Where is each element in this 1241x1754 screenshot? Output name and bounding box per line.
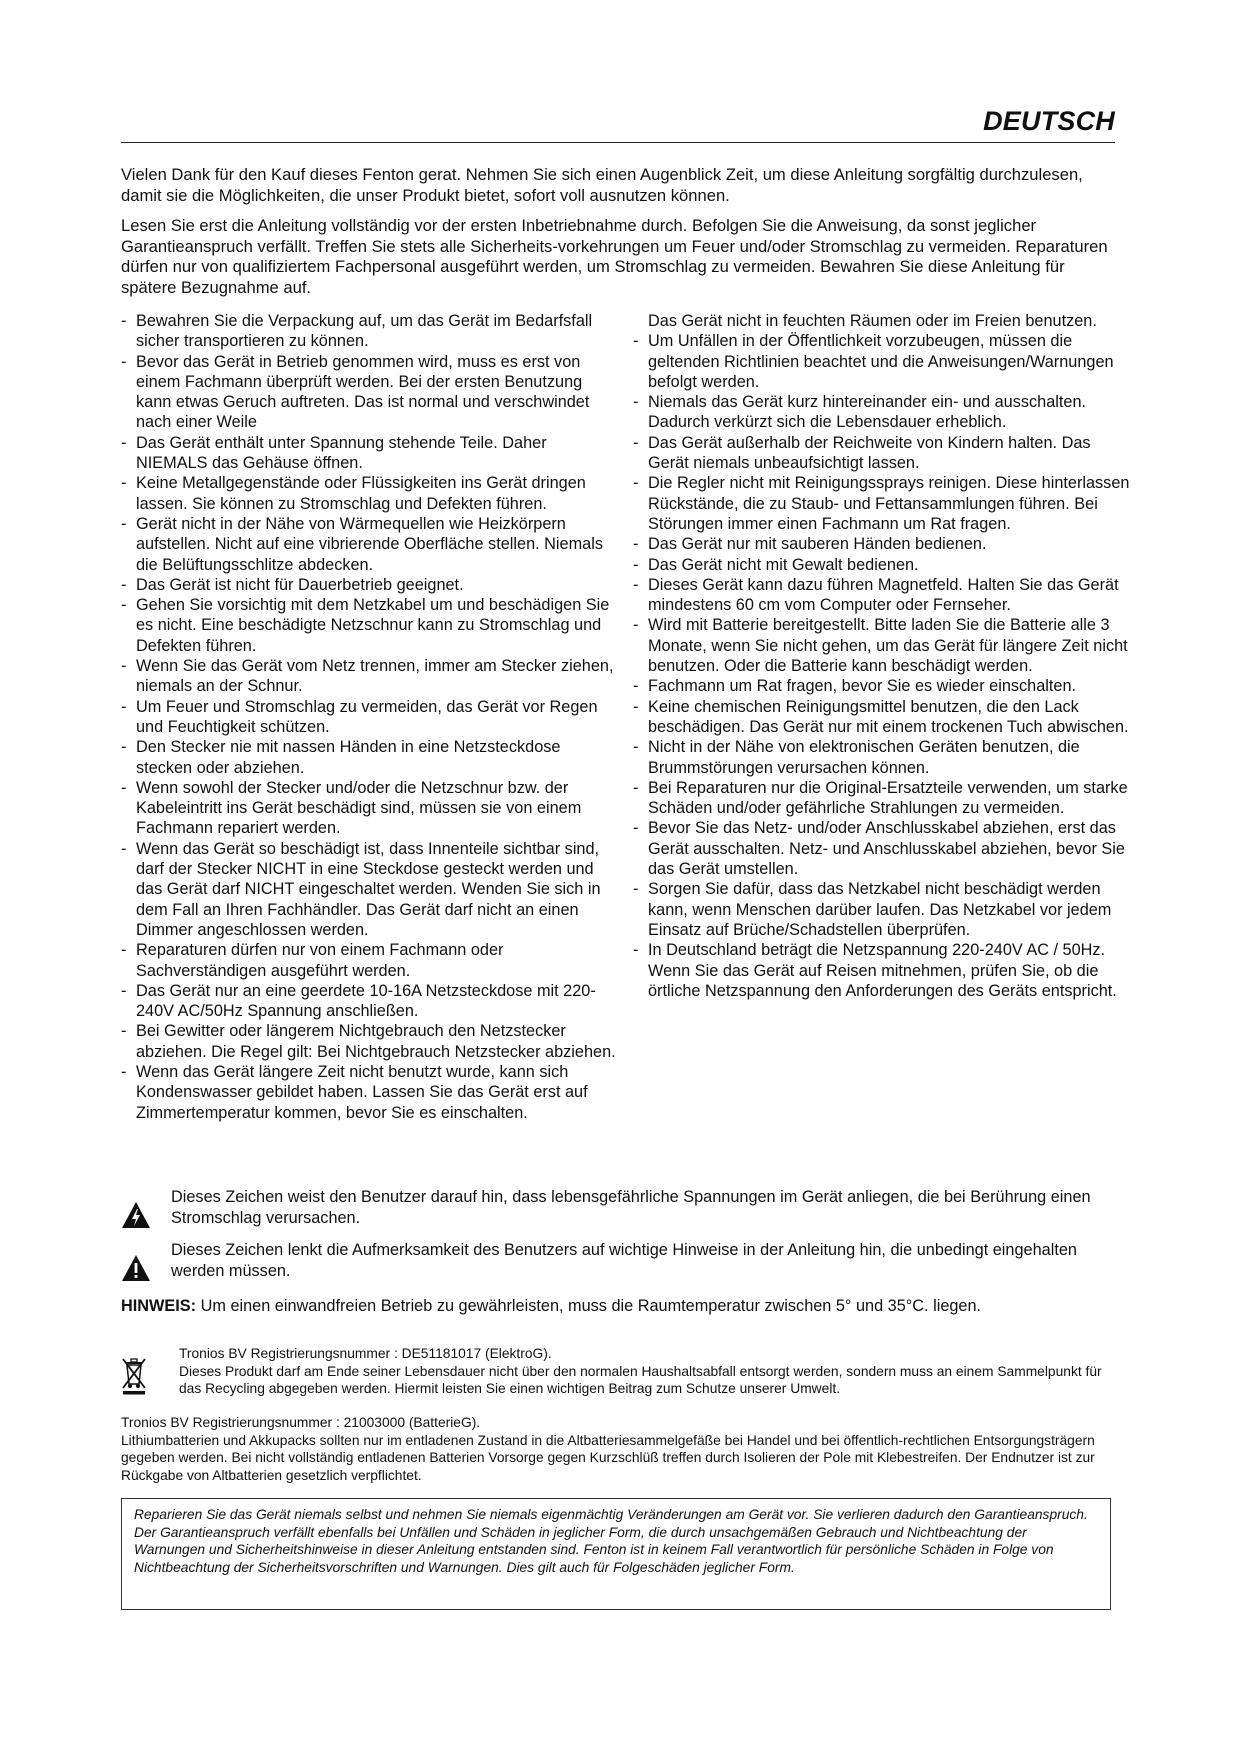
bullet-dash: -	[633, 575, 639, 594]
list-item-text: Wenn das Gerät so beschädigt ist, dass Innenteile sichtbar sind, darf der Stecker NICHT in eine Steckdose gesteckt werden und das Gerät darf NICHT eingeschaltet werden. Wenden Sie sich in dem Fall an Ihren Fachhändler. Das Gerät darf nicht an einen Dimmer angeschlossen werden.	[136, 839, 601, 939]
list-item	[121, 940, 621, 981]
list-item	[121, 433, 621, 474]
list-item-text: Reparaturen dürfen nur von einem Fachmann oder Sachverständigen ausgeführt werden.	[136, 941, 504, 980]
list-item	[121, 737, 621, 778]
list-item-text: Das Gerät nicht mit Gewalt bedienen.	[648, 555, 919, 574]
bullet-dash: -	[633, 393, 639, 412]
list-item	[121, 778, 621, 839]
list-item-text: Bewahren Sie die Verpackung auf, um das Gerät im Bedarfsfall sicher transportieren zu können.	[136, 312, 593, 351]
bullet-dash: -	[633, 941, 639, 960]
battery-registration: Tronios BV Registrierungsnummer : 21003000 (BatterieG).	[121, 1415, 481, 1430]
weee-text-block	[179, 1345, 1115, 1400]
list-item	[121, 514, 621, 575]
list-item	[633, 331, 1133, 392]
weee-section	[121, 1345, 1115, 1400]
list-item	[633, 778, 1133, 819]
list-item	[633, 879, 1133, 940]
intro-paragraph: Vielen Dank für den Kauf dieses Fenton gerat. Nehmen Sie sich einen Augenblick Zeit, um diese Anleitung sorgfältig durchzulesen, damit sie die Möglichkeiten, die unser Produkt bietet, sofort voll ausnutzen können.	[121, 165, 1083, 205]
list-item-text: Den Stecker nie mit nassen Händen in eine Netzsteckdose stecken oder abziehen.	[136, 738, 561, 777]
bullet-dash: -	[633, 616, 639, 635]
list-item-text: Bei Gewitter oder längerem Nichtgebrauch den Netzstecker abziehen. Die Regel gilt: Bei Nichtgebrauch Netzstecker abziehen.	[136, 1022, 616, 1061]
list-item	[121, 352, 621, 433]
list-item	[633, 676, 1133, 696]
list-item	[633, 433, 1133, 474]
bullet-dash: -	[121, 1062, 127, 1081]
attention-warning-text: Dieses Zeichen lenkt die Aufmerksamkeit des Benutzers auf wichtige Hinweise in der Anleitung hin, die unbedingt eingehalten werden müssen.	[171, 1241, 1077, 1280]
bullet-dash: -	[633, 433, 639, 452]
list-item-text: Um Feuer und Stromschlag zu vermeiden, das Gerät vor Regen und Feuchtigkeit schützen.	[136, 697, 598, 736]
bullet-dash: -	[121, 575, 127, 594]
bullet-dash: -	[121, 657, 127, 676]
list-item-text: Bevor das Gerät in Betrieb genommen wird, muss es erst von einem Fachmann überprüft werden. Bei der ersten Benutzung kann etwas Geruch auftreten. Das ist normal und verschwindet nach einer Weile	[136, 352, 590, 432]
list-item-text: Bevor Sie das Netz- und/oder Anschlusskabel abziehen, erst das Gerät ausschalten. Netz- und Anschlusskabel abziehen, bevor Sie das Gerät umstellen.	[648, 819, 1125, 879]
bullet-dash: -	[633, 697, 639, 716]
list-item	[121, 595, 621, 656]
intro-paragraph: Lesen Sie erst die Anleitung vollständig vor der ersten Inbetriebnahme durch. Befolgen Sie die Anweisung, da sonst jeglicher Garantieanspruch verfällt. Treffen Sie stets alle Sicherheits-vorkehrungen um Feuer und/oder Stromschlag zu vermeiden. Reparaturen dürfen nur von qualifiziertem Fachpersonal ausgeführt werden, um Stromschlag zu vermeiden. Bewahren Sie diese Anleitung für spätere Bezugnahme auf.	[121, 216, 1108, 297]
hinweis-label: HINWEIS:	[121, 1297, 197, 1315]
list-item-text: In Deutschland beträgt die Netzspannung 220-240V AC / 50Hz. Wenn Sie das Gerät auf Reisen mitnehmen, prüfen Sie, ob die örtliche Netzspannung den Anforderungen des Geräts entspricht.	[648, 941, 1117, 1000]
exclamation-warning-icon	[121, 1240, 171, 1282]
safety-columns	[121, 311, 1130, 1123]
header-divider	[121, 142, 1115, 143]
bullet-dash: -	[121, 839, 127, 858]
list-item-text: Dieses Gerät kann dazu führen Magnetfeld. Halten Sie das Gerät mindestens 60 cm vom Computer oder Fernseher.	[648, 575, 1119, 615]
bullet-dash: -	[633, 738, 639, 757]
hinweis-note	[121, 1296, 1115, 1317]
list-item	[633, 697, 1133, 738]
bullet-dash: -	[121, 738, 127, 757]
list-item	[633, 575, 1133, 616]
list-item-text: Das Gerät ist nicht für Dauerbetrieb geeignet.	[136, 575, 464, 594]
list-item-text: Wenn sowohl der Stecker und/oder die Netzschnur bzw. der Kabeleintritt ins Gerät beschädigt sind, müssen sie von einem Fachmann repariert werden.	[136, 778, 582, 838]
bullet-dash: -	[633, 332, 639, 351]
list-item-text: Keine chemischen Reinigungsmittel benutzen, die den Lack beschädigen. Das Gerät nur mit einem trockenen Tuch abwischen.	[648, 697, 1129, 736]
bullet-dash: -	[633, 819, 639, 838]
list-item	[121, 656, 621, 697]
list-item-text: Um Unfällen in der Öffentlichkeit vorzubeugen, müssen die geltenden Richtlinien beachtet und die Anweisungen/Warnungen befolgt werden.	[648, 332, 1114, 391]
bullet-dash: -	[121, 697, 127, 716]
list-item-text: Nicht in der Nähe von elektronischen Geräten benutzen, die Brummstörungen verursachen können.	[648, 738, 1080, 777]
attention-warning	[121, 1240, 1115, 1282]
bullet-dash: -	[121, 474, 127, 493]
weee-registration: Tronios BV Registrierungsnummer : DE51181017 (ElektroG).	[179, 1346, 552, 1361]
list-item	[633, 473, 1133, 534]
list-item	[633, 555, 1133, 575]
list-item	[633, 818, 1133, 879]
voltage-warning-text: Dieses Zeichen weist den Benutzer darauf hin, dass lebensgefährliche Spannungen im Gerät anliegen, die bei Berührung einen Stromschlag verursachen.	[171, 1188, 1091, 1227]
list-item-text: Das Gerät nur mit sauberen Händen bedienen.	[648, 535, 987, 554]
bullet-dash: -	[121, 981, 127, 1000]
intro-section	[121, 165, 1115, 308]
list-item	[633, 615, 1133, 676]
safety-list-left	[121, 311, 621, 1123]
bullet-dash: -	[121, 312, 127, 330]
list-item-text: Wenn Sie das Gerät vom Netz trennen, immer am Stecker ziehen, niemals an der Schnur.	[136, 657, 614, 696]
battery-section	[121, 1414, 1115, 1484]
bullet-dash: -	[121, 941, 127, 960]
warranty-notice-text: Reparieren Sie das Gerät niemals selbst und nehmen Sie niemals eigenmächtig Veränderungen am Gerät vor. Sie verlieren dadurch den Garantieanspruch. Der Garantieanspruch verfällt ebenfalls bei Unfällen und Schäden in jeglicher Form, die durch unsachgemäßen Gebrauch und Nichtbeachtung der Warnungen und Sicherheitshinweise in dieser Anleitung entstanden sind. Fenton ist in keinem Fall verantwortlich für persönliche Schäden in Folge von Nichtbeachtung der Sicherheitsvorschriften und Warnungen. Dies gilt auch für Folgeschäden jeglicher Form.	[134, 1507, 1088, 1575]
bullet-dash: -	[633, 555, 639, 574]
list-item	[121, 697, 621, 738]
list-item-text: Das Gerät nur an eine geerdete 10-16A Netzsteckdose mit 220-240V AC/50Hz Spannung anschließen.	[136, 981, 596, 1021]
weee-text: Dieses Produkt darf am Ende seiner Lebensdauer nicht über den normalen Haushaltsabfall entsorgt werden, sondern muss an einem Sammelpunkt für das Recycling abgegeben werden. Hiermit leisten Sie einen wichtigen Beitrag zum Schutze unserer Umwelt.	[179, 1363, 1102, 1396]
bullet-dash: -	[121, 514, 127, 533]
list-item	[121, 311, 621, 352]
list-item-text: Das Gerät außerhalb der Reichweite von Kindern halten. Das Gerät niemals unbeaufsichtigt lassen.	[648, 433, 1091, 473]
list-item	[121, 1021, 621, 1062]
warranty-notice-box	[121, 1498, 1111, 1610]
list-item	[121, 1062, 621, 1123]
list-item-text: Gerät nicht in der Nähe von Wärmequellen wie Heizkörpern aufstellen. Nicht auf eine vibrierende Oberfläche stellen. Niemals die Belüftungsschlitze abdecken.	[136, 514, 603, 574]
list-item-text: Fachmann um Rat fragen, bevor Sie es wieder einschalten.	[648, 677, 1077, 696]
bullet-dash: -	[121, 778, 127, 797]
bullet-dash: -	[633, 474, 639, 493]
bullet-dash: -	[121, 596, 127, 615]
bullet-dash: -	[121, 1022, 127, 1041]
list-item-text: Die Regler nicht mit Reinigungssprays reinigen. Diese hinterlassen Rückstände, die zu Staub- und Fettansammlungen führen. Bei Störungen immer einen Fachmann um Rat fragen.	[648, 474, 1130, 533]
list-item-text: Gehen Sie vorsichtig mit dem Netzkabel um und beschädigen Sie es nicht. Eine beschädigte Netzschnur kann zu Stromschlag und Defekten führen.	[136, 596, 610, 655]
list-item-text: Wird mit Batterie bereitgestellt. Bitte laden Sie die Batterie alle 3 Monate, wenn Sie nicht gehen, um das Gerät für längere Zeit nicht benutzen. Oder die Batterie kann beschädigt werden.	[648, 616, 1128, 676]
bullet-dash: -	[121, 352, 127, 371]
list-item-continued: Das Gerät nicht in feuchten Räumen oder im Freien benutzen.	[648, 312, 1097, 330]
safety-list-right	[633, 311, 1133, 1123]
list-item-text: Niemals das Gerät kurz hintereinander ein- und ausschalten. Dadurch verkürzt sich die Lebensdauer erheblich.	[648, 393, 1087, 432]
list-item	[633, 940, 1133, 1001]
page-title: DEUTSCH	[983, 106, 1115, 136]
list-item	[633, 392, 1133, 433]
list-item	[121, 575, 621, 595]
battery-text: Lithiumbatterien und Akkupacks sollten nur im entladenen Zustand in die Altbatteriesammelgefäße bei Handel und bei öffentlich-rechtlichen Entsorgungsträgern gegeben werden. Bei nicht vollständig entladenen Batterien Vorsorge gegen Kurzschlüß treffen durch Isolieren der Pole mit Klebestreifen. Der Endnutzer ist zur Rückgabe von Altbatterien gesetzlich verpflichtet.	[121, 1432, 1095, 1483]
list-item-text: Wenn das Gerät längere Zeit nicht benutzt wurde, kann sich Kondenswasser gebildet haben. Lassen Sie das Gerät erst auf Zimmertemperatur kommen, bevor Sie es einschalten.	[136, 1062, 588, 1122]
list-item	[121, 839, 621, 940]
bullet-dash: -	[633, 778, 639, 797]
hinweis-text: Um einen einwandfreien Betrieb zu gewährleisten, muss die Raumtemperatur zwischen 5° und 35°C. liegen.	[196, 1297, 982, 1315]
list-item	[121, 473, 621, 514]
list-item-text: Das Gerät enthält unter Spannung stehende Teile. Daher NIEMALS das Gehäuse öffnen.	[136, 433, 547, 473]
bullet-dash: -	[633, 535, 639, 554]
voltage-warning	[121, 1187, 1115, 1229]
list-item	[121, 981, 621, 1022]
list-item-text: Bei Reparaturen nur die Original-Ersatzteile verwenden, um starke Schäden und/oder gefährliche Strahlungen zu vermeiden.	[648, 778, 1128, 818]
lightning-warning-icon	[121, 1187, 171, 1229]
list-item-text: Sorgen Sie dafür, dass das Netzkabel nicht beschädigt werden kann, wenn Menschen darüber laufen. Das Netzkabel vor jedem Einsatz auf Brüche/Schadstellen überprüfen.	[648, 880, 1112, 939]
crossed-bin-icon	[121, 1345, 179, 1400]
list-item	[633, 737, 1133, 778]
list-item-text: Keine Metallgegenstände oder Flüssigkeiten ins Gerät dringen lassen. Sie können zu Stromschlag und Defekten führen.	[136, 474, 586, 513]
list-item	[633, 534, 1133, 554]
bullet-dash: -	[121, 433, 127, 452]
bullet-dash: -	[633, 677, 639, 696]
bullet-dash: -	[633, 880, 639, 899]
